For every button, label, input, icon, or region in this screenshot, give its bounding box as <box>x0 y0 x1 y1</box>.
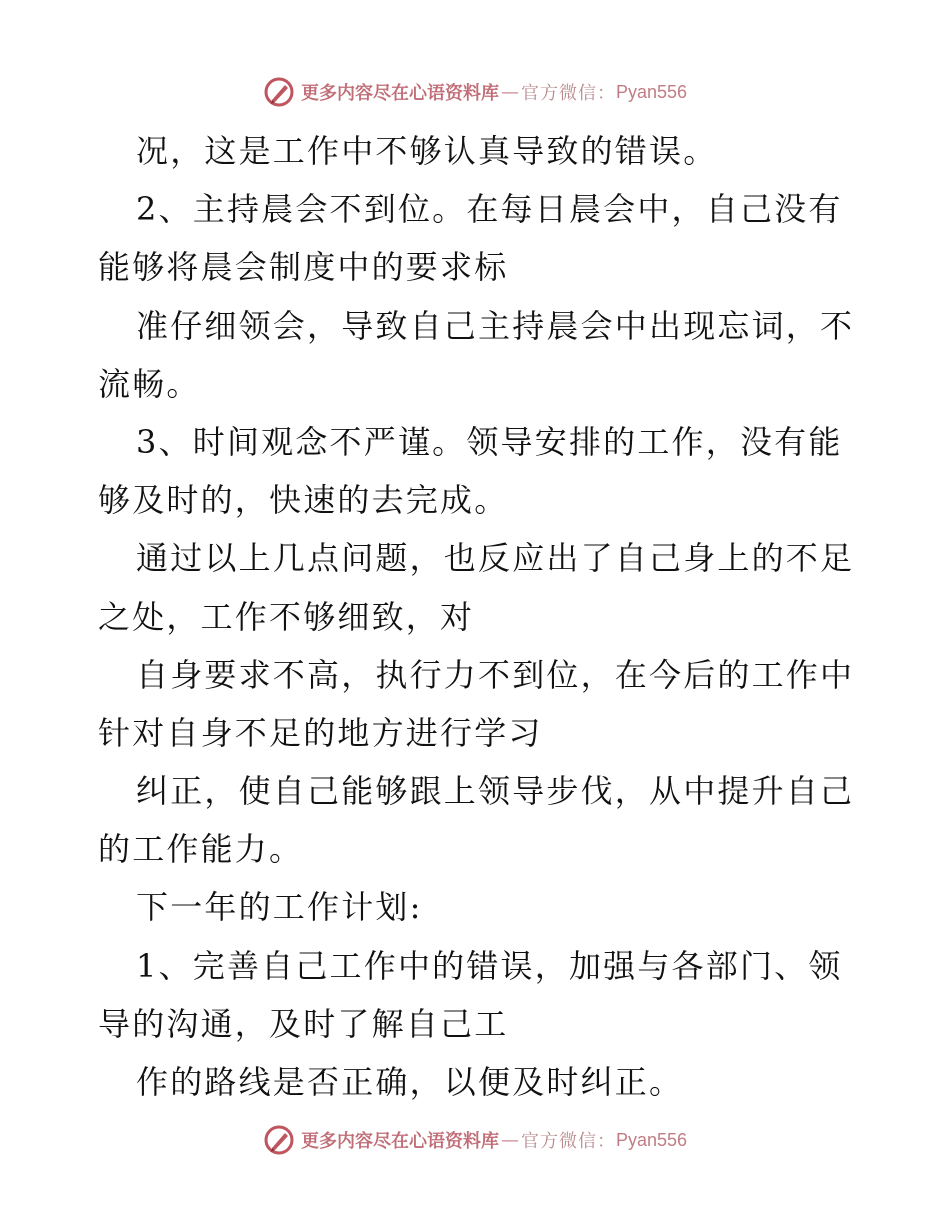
text-line: 之处，工作不够细致，对 <box>98 597 475 636</box>
text-line: 作的路线是否正确，以便及时纠正。 <box>136 1063 684 1101</box>
watermark-text: 更多内容尽在心语资料库 <box>300 1131 499 1152</box>
text-line: 导的沟通，及时了解自己工 <box>98 1004 509 1043</box>
text-line: 通过以上几点问题，也反应出了自己身上的不足 <box>136 539 855 578</box>
text-line: 下一年的工作计划: <box>136 888 423 927</box>
text-line: 纠正，使自己能够跟上领导步伐，从中提升自己 <box>136 772 855 811</box>
watermark-official: 官方微信： <box>520 83 616 104</box>
text-line: 能够将晨会制度中的要求标 <box>98 248 509 287</box>
text-line: 流畅。 <box>98 364 201 403</box>
watermark-official: 官方微信： <box>520 1131 616 1152</box>
text-line: 2、主持晨会不到位。在每日晨会中，自己没有 <box>136 190 843 229</box>
pen-logo-icon <box>263 76 295 108</box>
text-line: 况，这是工作中不够认真导致的错误。 <box>136 132 718 170</box>
text-line: 1、完善自己工作中的错误，加强与各部门、领 <box>136 946 843 985</box>
text-line: 的工作能力。 <box>98 830 304 869</box>
footer-watermark <box>0 1120 950 1160</box>
text-line: 准仔细领会，导致自己主持晨会中出现忘词，不 <box>136 306 855 345</box>
text-line: 针对自身不足的地方进行学习 <box>98 713 543 752</box>
text-line: 3、时间观念不严谨。领导安排的工作，没有能 <box>136 422 843 461</box>
document-body <box>98 122 858 1111</box>
watermark-separator: — <box>500 1129 519 1151</box>
watermark-wechat-id: Pyan556 <box>615 1129 688 1150</box>
pen-logo-icon <box>263 1124 295 1156</box>
watermark-separator: — <box>500 81 519 103</box>
text-line: 自身要求不高，执行力不到位，在今后的工作中 <box>136 655 855 694</box>
text-line: 够及时的，快速的去完成。 <box>98 481 509 520</box>
watermark-wechat-id: Pyan556 <box>615 81 688 102</box>
watermark-text: 更多内容尽在心语资料库 <box>300 83 499 104</box>
header-watermark <box>0 72 950 112</box>
